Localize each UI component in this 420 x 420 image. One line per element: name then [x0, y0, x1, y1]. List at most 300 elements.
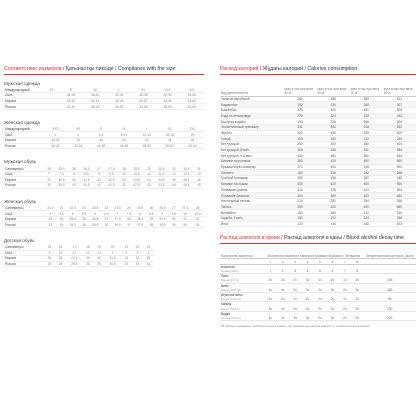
activity-name: Пилатес: [220, 170, 283, 176]
kcal-value: 518: [350, 164, 383, 170]
size-cell: 10: [179, 211, 192, 217]
size-cell: 25: [44, 256, 55, 262]
size-cell: 25: [44, 166, 54, 171]
kcal-value: 438: [317, 147, 350, 153]
activity-name: Катание на роликах: [220, 159, 283, 165]
activity-name: Катание на лыжах: [220, 181, 283, 187]
size-cell: 42: [94, 177, 104, 183]
size-cell: 48-50: [135, 143, 158, 149]
kcal-value: 150: [283, 136, 316, 142]
weight-header: 8: [351, 258, 364, 264]
kcal-value: 210: [283, 198, 316, 204]
beverage-name: Алкоголь: [221, 264, 235, 269]
alcohol-col-groups: Количество выпитого напитка в граммах Мужчины / Женщины: [264, 250, 364, 259]
kcal-value: 400: [383, 142, 416, 148]
size-cell: XL: [158, 127, 181, 132]
size-row-label: Европа: [4, 216, 44, 222]
size-cell: 42: [191, 216, 204, 222]
size-cell: 27: [169, 206, 179, 211]
kcal-value: 450: [350, 107, 383, 113]
kcal-value: 560: [350, 153, 383, 159]
decay-time: 2ч: [289, 307, 301, 312]
kcal-value: 280: [283, 176, 316, 182]
size-row: [4, 143, 204, 149]
size-cell: 38.5: [156, 222, 169, 228]
size-cell: 6: [89, 211, 102, 217]
size-cell: 41.5: [79, 177, 94, 183]
size-cell: XXS: [44, 127, 67, 132]
size-cell: 40.5: [79, 183, 94, 189]
size-cell: 35: [57, 216, 67, 222]
calories-title: [220, 66, 416, 75]
size-cell: 30.5: [104, 261, 120, 267]
size-cell: 50-52: [107, 104, 131, 110]
size-cell: 10.5: [191, 211, 204, 217]
kcal-value: 216: [317, 170, 350, 176]
kcal-value: 392: [350, 176, 383, 182]
size-cell: 29: [82, 256, 93, 262]
kcal-value: 360: [317, 193, 350, 199]
alcohol-title-rest: / Распад алкоголя в қаны / Blood alcohol decay time: [279, 235, 404, 242]
decay-time: 2: [276, 269, 288, 274]
size-cell: 3: [132, 250, 143, 256]
size-cell: 33: [121, 256, 132, 262]
size-cell: 54-56: [131, 104, 155, 110]
size-cell: 11.5: [154, 171, 169, 177]
size-cell: 36.5: [89, 216, 102, 222]
beverage-portion: Норма (100 г): [220, 269, 264, 274]
alcohol-header-row: [220, 250, 416, 259]
size-cell: 44-46: [90, 143, 113, 149]
size-cell: 25.5: [54, 166, 69, 171]
size-cell: 34.5: [66, 222, 79, 228]
size-cell: 24.5: [111, 206, 124, 211]
decay-time: 2ч: [326, 297, 338, 302]
size-cell: 39: [146, 216, 156, 222]
size-cell: 36.5: [111, 222, 124, 228]
size-cell: 5: [66, 211, 79, 217]
size-cell: 40: [113, 138, 136, 144]
size-cell: 24: [102, 206, 112, 211]
size-cell: 50-52: [156, 93, 180, 99]
weight-header: 6: [326, 258, 338, 264]
size-cell: 20: [181, 132, 204, 138]
kids-shoes-title: Детская обувь: [4, 238, 35, 243]
size-cell: 43.5: [154, 183, 169, 189]
size-cell: S: [59, 88, 83, 93]
decay-time: 2ч: [326, 278, 338, 283]
decay-time: 2ч: [339, 288, 351, 293]
size-cell: 2XL: [181, 127, 204, 132]
size-cell: 43.5: [129, 177, 144, 183]
size-cell: 46: [181, 138, 204, 144]
size-cell: 15: [44, 245, 55, 250]
kcal-value: 600: [383, 130, 416, 136]
size-compliance-title: [4, 66, 204, 75]
decay-time: 2ч: [264, 278, 276, 283]
decay-time: 4ч: [276, 288, 288, 293]
size-cell: 4-6: [90, 132, 113, 138]
decay-time: 2ч: [339, 307, 351, 312]
weight-header: 1: [264, 258, 276, 264]
calories-col-70: ккал в час при весе 70 кг: [350, 81, 383, 97]
size-cell: 34: [57, 222, 67, 228]
size-compliance-column: [4, 66, 204, 267]
kcal-value: 192: [317, 215, 350, 221]
kcal-value: 518: [350, 124, 383, 130]
size-title-main: Соответствие размеров: [4, 66, 62, 72]
size-cell: 28: [119, 166, 129, 171]
decay-time: 3ч: [301, 288, 313, 293]
decay-time: 3ч: [264, 316, 276, 321]
kcal-value: 372: [283, 164, 316, 170]
size-row-label: Россия: [4, 222, 44, 228]
size-row: [4, 261, 154, 267]
size-cell: 44: [158, 138, 181, 144]
size-cell: 34: [132, 256, 143, 262]
size-row-label: Европа: [4, 138, 44, 144]
decay-time: 7: [339, 269, 351, 274]
size-cell: 30: [93, 256, 104, 262]
size-cell: [44, 104, 59, 110]
size-cell: 27.5: [179, 206, 192, 211]
beverage-portion: Бокал (200 мл): [220, 288, 264, 293]
size-cell: 45.5: [179, 177, 194, 183]
beverage-kcal: 245: [364, 278, 416, 283]
men-clothing-title: Мужская одежда: [4, 80, 40, 86]
size-cell: 46: [194, 177, 204, 183]
decay-time: 3ч: [301, 316, 313, 321]
size-cell: 37.5: [111, 216, 124, 222]
size-cell: 20: [104, 245, 120, 250]
size-cell: 8.5: [79, 171, 94, 177]
beverage-name: Вино: [221, 283, 229, 288]
calories-row: [220, 221, 416, 227]
size-cell: 37.5: [134, 222, 147, 228]
kcal-value: 640: [383, 153, 416, 159]
women-clothing-title: Женская одежда: [4, 119, 40, 125]
kcal-value: 250: [283, 142, 316, 148]
decay-time: 2ч: [314, 288, 326, 293]
size-cell: 42-44: [59, 104, 83, 110]
size-cell: 40: [169, 216, 179, 222]
calories-col-activity: Вид деятельности: [220, 81, 283, 97]
kcal-value: 592: [383, 124, 416, 130]
size-cell: 30: [169, 166, 179, 171]
activity-name: Гребной тренажер: [220, 176, 283, 182]
kcal-value: 420: [350, 193, 383, 199]
kcal-value: 180: [317, 210, 350, 216]
calories-col-80: ккал в час при весе 80 кг: [383, 81, 416, 97]
size-cell: 25: [55, 261, 66, 267]
kcal-value: 230: [317, 102, 350, 108]
size-cell: 30.5: [179, 166, 194, 171]
kcal-value: 350: [283, 204, 316, 210]
decay-time: 3ч: [301, 278, 313, 283]
size-cell: 23.5: [89, 206, 102, 211]
size-cell: 11: [66, 250, 82, 256]
size-cell: 58-60: [180, 98, 204, 104]
kcal-value: 324: [317, 113, 350, 119]
size-cell: 28.5: [129, 166, 144, 171]
size-cell: 46-48: [131, 93, 155, 99]
size-cell: 26: [69, 166, 79, 171]
size-cell: 10: [119, 171, 129, 177]
kcal-value: 150: [283, 210, 316, 216]
kcal-value: 480: [383, 193, 416, 199]
size-cell: 5.5: [79, 211, 89, 217]
size-cell: 17: [66, 245, 82, 250]
size-cell: 31: [194, 166, 204, 171]
size-cell: 29: [93, 261, 104, 267]
decay-time: 2ч: [314, 316, 326, 321]
size-row-label: США: [4, 250, 44, 256]
calories-header-row: [220, 81, 416, 97]
kcal-value: 490: [350, 204, 383, 210]
weight-header: 3: [289, 258, 301, 264]
kcal-value: 240: [383, 136, 416, 142]
calories-col-60: ккал в час при весе 60 кг: [317, 81, 350, 97]
kcal-value: 168: [350, 221, 383, 227]
size-cell: 26.5: [66, 261, 82, 267]
size-row-label: Европа: [4, 177, 44, 183]
decay-time: 8: [351, 269, 364, 274]
size-cell: 18: [82, 245, 93, 250]
size-cell: 52-54: [181, 143, 204, 149]
kcal-value: 260: [283, 96, 316, 102]
alcohol-table: [220, 250, 416, 321]
decay-time: 3ч: [326, 288, 338, 293]
size-cell: 38.5: [134, 216, 147, 222]
kcal-value: 224: [350, 215, 383, 221]
calories-table: [220, 81, 416, 228]
size-cell: 7: [111, 211, 124, 217]
kcal-value: 307: [383, 102, 416, 108]
kcal-value: 266: [350, 119, 383, 125]
decay-time: 2ч: [264, 297, 276, 302]
size-cell: 28: [191, 206, 204, 211]
size-cell: 29: [144, 166, 154, 171]
decay-time: 5: [314, 269, 326, 274]
size-cell: 26.5: [156, 206, 169, 211]
kcal-value: 448: [383, 176, 416, 182]
kcal-value: 525: [350, 130, 383, 136]
size-cell: 50-52: [158, 143, 181, 149]
size-row-label: Россия: [4, 104, 44, 110]
decay-time: 3ч: [276, 278, 288, 283]
kcal-value: 144: [317, 221, 350, 227]
size-cell: 29.5: [154, 166, 169, 171]
size-cell: 8.5: [146, 211, 156, 217]
kcal-value: 288: [317, 96, 350, 102]
weight-header: 7: [339, 258, 351, 264]
size-cell: 43: [119, 177, 129, 183]
kcal-value: 512: [383, 96, 416, 102]
size-cell: 39.5: [156, 216, 169, 222]
size-cell: 0: [44, 132, 67, 138]
decay-time: 3ч: [289, 316, 301, 321]
size-cell: 25.5: [134, 206, 147, 211]
size-cell: 45: [169, 177, 179, 183]
size-cell: 40: [179, 222, 192, 228]
kcal-value: 256: [383, 215, 416, 221]
decay-time: 3ч: [264, 288, 276, 293]
size-cell: 19: [93, 245, 104, 250]
size-cell: 10.5: [129, 171, 144, 177]
kcal-value: 336: [383, 198, 416, 204]
size-row-label: Россия: [4, 183, 44, 189]
size-cell: L: [135, 127, 158, 132]
size-cell: 32: [121, 261, 132, 267]
size-cell: 38-40: [83, 93, 107, 99]
kcal-value: 336: [317, 176, 350, 182]
size-cell: 36: [67, 138, 90, 144]
activity-name: Эллиптический тренажер: [220, 124, 283, 130]
size-cell: 1: [104, 250, 120, 256]
alcohol-title: [220, 235, 416, 244]
size-cell: 11: [144, 171, 154, 177]
activity-name: Плавание брассом: [220, 193, 283, 199]
size-cell: 21.5: [44, 206, 57, 211]
kcal-value: 304: [383, 119, 416, 125]
size-row-label: Международный: [4, 88, 44, 93]
kcal-value: 444: [317, 124, 350, 130]
activity-name: Баскетбол: [220, 107, 283, 113]
size-cell: 42-44: [83, 98, 107, 104]
size-cell: 44: [169, 183, 179, 189]
size-cell: M: [83, 88, 107, 93]
size-row-label: Сантиметры: [4, 166, 44, 171]
size-cell: 26.5: [79, 166, 94, 171]
kcal-value: 400: [283, 153, 316, 159]
size-cell: 12.5: [179, 171, 194, 177]
kcal-value: 252: [317, 198, 350, 204]
size-row-label: Сантиметры: [4, 245, 44, 250]
size-title-rest: / Қатынастқы пиксіде / Compliance with the size: [61, 66, 176, 72]
kcal-value: 378: [317, 187, 350, 193]
kcal-value: 270: [283, 113, 316, 119]
size-cell: 12-14: [135, 132, 158, 138]
decay-time: 2ч: [301, 297, 313, 302]
size-cell: 42: [119, 183, 129, 189]
size-cell: 10: [55, 250, 66, 256]
decay-time: 2ч: [351, 288, 364, 293]
size-cell: 50-52: [131, 98, 155, 104]
size-cell: 46-48: [107, 98, 131, 104]
size-row-label: Европа: [4, 98, 44, 104]
size-cell: 35: [143, 256, 154, 262]
size-cell: 36: [79, 216, 89, 222]
size-cell: 9.5: [169, 211, 179, 217]
activity-name: Бег трусцой, 8 км/ч: [220, 147, 283, 153]
size-cell: 24: [44, 261, 55, 267]
size-cell: 43: [144, 183, 154, 189]
activity-name: Настольный теннис: [220, 198, 283, 204]
size-cell: 8: [69, 171, 79, 177]
size-cell: 22: [132, 245, 143, 250]
size-cell: 2: [121, 250, 132, 256]
decay-time: 6: [326, 269, 338, 274]
decay-time: 3ч: [264, 307, 276, 312]
size-cell: 46-48: [83, 104, 107, 110]
beverage-name: Игристое вино: [221, 293, 243, 298]
kcal-value: 365: [283, 147, 316, 153]
decay-time: 1ч: [339, 297, 351, 302]
size-cell: 7.5: [124, 211, 134, 217]
size-cell: 28: [82, 261, 93, 267]
kcal-value: 490: [350, 159, 383, 165]
kcal-value: 300: [283, 193, 316, 199]
calories-column: [220, 66, 416, 328]
size-cell: 37: [124, 222, 134, 228]
size-cell: 39.5: [54, 183, 69, 189]
weight-header: 2: [276, 258, 288, 264]
women-clothing-table: [4, 127, 204, 149]
size-cell: 26: [146, 206, 156, 211]
size-cell: 44.5: [154, 177, 169, 183]
size-cell: 42-44: [107, 93, 131, 99]
size-cell: 58-60: [156, 104, 180, 110]
alcohol-title-main: Распад алкоголя в крови: [220, 235, 280, 242]
kcal-value: 450: [317, 130, 350, 136]
size-cell: 16-18: [158, 132, 181, 138]
size-row-label: США: [4, 93, 44, 99]
activity-name: Плавание кролем: [220, 187, 283, 193]
activity-name: Бадминтон: [220, 102, 283, 108]
size-cell: XS: [67, 127, 90, 132]
size-cell: 23: [143, 245, 154, 250]
decay-time: 1ч: [314, 297, 326, 302]
kcal-value: 500: [383, 107, 416, 113]
decay-time: 2ч: [314, 307, 326, 312]
kcal-value: 584: [383, 147, 416, 153]
size-cell: 38: [146, 222, 156, 228]
size-cell: 27.5: [104, 166, 119, 171]
kcal-value: 378: [350, 113, 383, 119]
size-cell: 41: [94, 183, 104, 189]
size-cell: 31.5: [104, 256, 120, 262]
size-cell: 6.5: [102, 211, 112, 217]
size-cell: 9: [44, 250, 55, 256]
size-cell: 22: [57, 206, 67, 211]
kcal-value: 210: [350, 210, 383, 216]
size-cell: 38: [90, 138, 113, 144]
beverage-kcal: 96: [364, 297, 416, 302]
size-cell: 26: [55, 256, 66, 262]
size-cell: 32-34: [44, 138, 67, 144]
decay-time: 3ч: [326, 307, 338, 312]
size-cell: 54-56: [180, 93, 204, 99]
women-shoes-title: Женская обувь: [4, 198, 37, 204]
kcal-value: 294: [350, 198, 383, 204]
kcal-value: 350: [283, 181, 316, 187]
weight-header: 4: [301, 258, 313, 264]
calories-title-rest: / Жұдағы калорий / Calories consumption: [258, 66, 358, 72]
beverage-name: Водка: [221, 311, 230, 316]
kcal-value: 400: [317, 107, 350, 113]
size-cell: 4.5: [57, 211, 67, 217]
size-cell: 27.5: [66, 256, 82, 262]
beverage-name: Коньяк: [221, 302, 232, 307]
size-cell: 3XL: [180, 88, 204, 93]
decay-time: 1ч: [351, 297, 364, 302]
kcal-value: 511: [350, 147, 383, 153]
kcal-value: 210: [350, 136, 383, 142]
kcal-value: 228: [317, 119, 350, 125]
size-cell: 33: [132, 261, 143, 267]
size-cell: 25: [124, 206, 134, 211]
decay-time: 1: [264, 269, 276, 274]
